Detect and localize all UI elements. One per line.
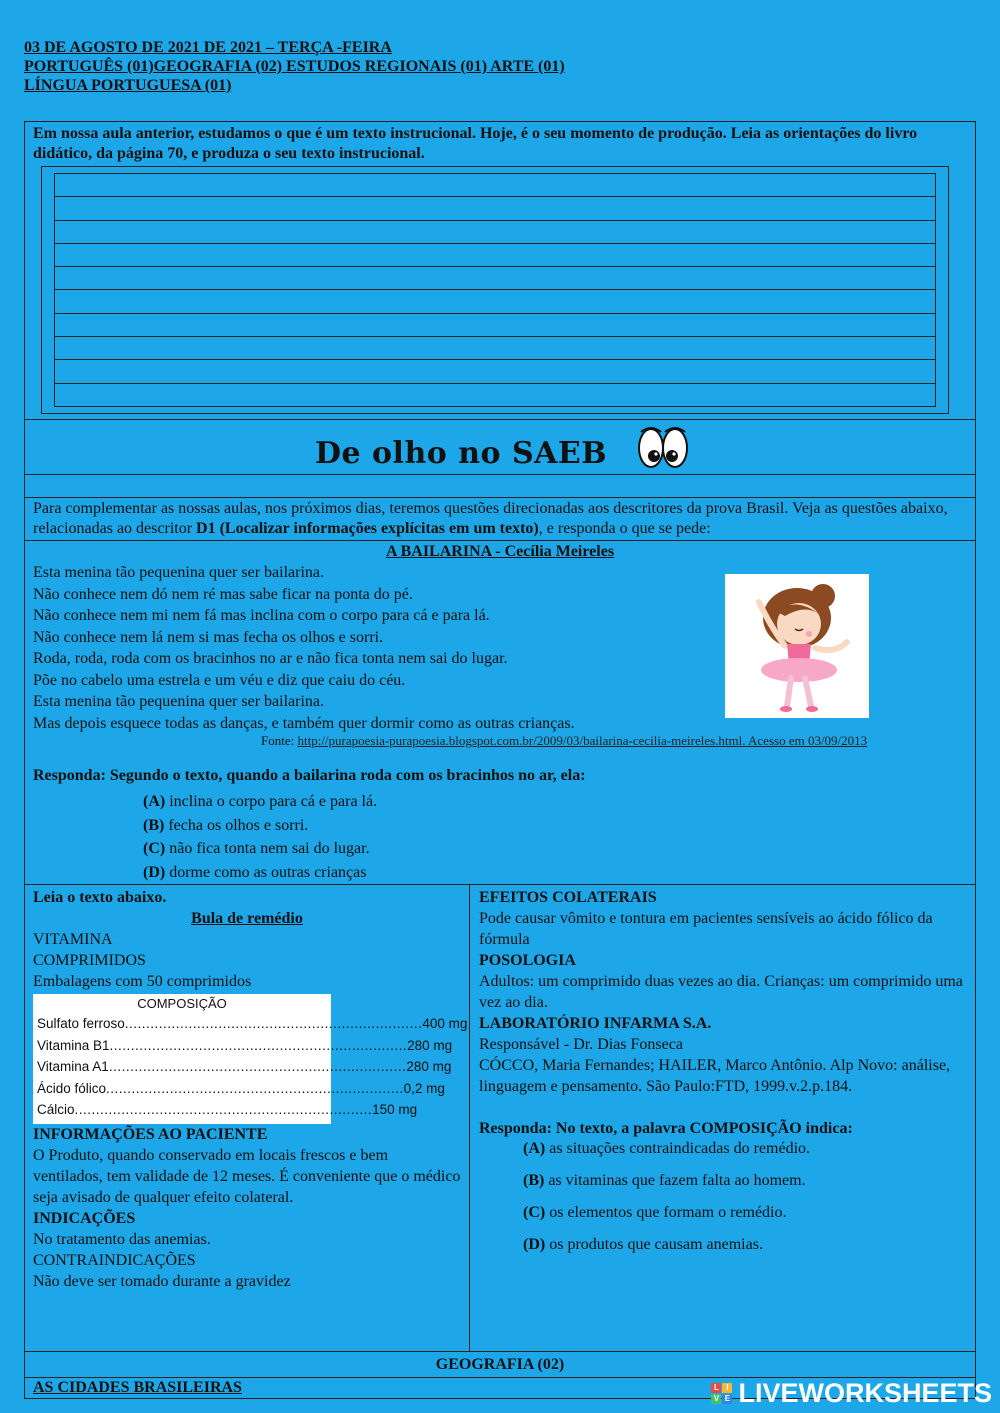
bula-left-column (25, 885, 470, 1351)
header-date: 03 DE AGOSTO DE 2021 DE 2021 – TERÇA -FEIRA (24, 39, 392, 56)
eyes-icon (637, 422, 689, 472)
side-effects-heading: EFEITOS COLATERAIS (479, 889, 657, 906)
saeb-title: De olho no SAEB (315, 436, 608, 471)
composition-row: Vitamina A1 ...................................................................... 280 mg (37, 1059, 452, 1074)
page-header (24, 38, 565, 95)
reference-text: CÓCCO, Maria Fernandes; HAILER, Marco Antônio. Alp Novo: análise, linguagem e pensamento. São Paulo:FTD, 1999.v.2.p.184. (479, 1057, 951, 1095)
writing-line[interactable] (55, 360, 935, 383)
dosage-text: Adultos: um comprimido duas vezes ao dia. Crianças: um comprimido uma vez ao dia. (479, 973, 963, 1011)
lab-heading: LABORATÓRIO INFARMA S.A. (479, 1015, 712, 1032)
composition-row: Ácido fólico ...................................................................... 0,2 mg (37, 1080, 445, 1096)
question2-prompt: Responda: No texto, a palavra COMPOSIÇÃO indica: (479, 1120, 853, 1137)
liveworksheets-watermark (711, 1378, 992, 1409)
bula-line: VITAMINA (33, 931, 113, 948)
header-subject-current: LÍNGUA PORTUGUESA (01) (24, 77, 232, 94)
geography-heading: GEOGRAFIA (02) (25, 1352, 975, 1378)
bula-right-column (471, 885, 975, 1351)
header-subjects: PORTUGUÊS (01)GEOGRAFIA (02) ESTUDOS REGIONAIS (01) ARTE (01) (24, 58, 565, 75)
poem-line: Não conhece nem mi nem fá mas inclina com o corpo para cá e para lá. (33, 607, 490, 624)
source-link[interactable]: http://purapoesia-purapoesia.blogspot.com.br/2009/03/bailarina-cecilia-meireles.html. Acesso em 03/09/2013 (297, 733, 868, 748)
question2-option-a[interactable]: (A) as situações contraindicadas do remédio. (523, 1140, 811, 1157)
bula-lead: Leia o texto abaixo. (33, 889, 167, 906)
geography-subtitle: AS CIDADES BRASILEIRAS (33, 1379, 242, 1396)
poem-line: Não conhece nem lá nem si mas fecha os olhos e sorri. (33, 628, 384, 646)
writing-line[interactable] (55, 197, 935, 220)
question1-option-d[interactable]: (D) dorme como as outras crianças (143, 863, 367, 881)
composition-title: COMPOSIÇÃO (137, 996, 227, 1011)
worksheet-frame (24, 121, 976, 1399)
writing-line[interactable] (55, 267, 935, 290)
poem-line: Esta menina tão pequenina quer ser bailarina. (33, 564, 324, 581)
source-label: Fonte: (261, 733, 298, 748)
writing-line[interactable] (55, 290, 935, 313)
question2-option-c[interactable]: (C) os elementos que formam o remédio. (523, 1204, 787, 1221)
contraindications-text: Não deve ser tomado durante a gravidez (33, 1273, 291, 1290)
indications-heading: INDICAÇÕES (33, 1210, 136, 1227)
writing-line[interactable] (55, 221, 935, 244)
question1-option-c[interactable]: (C) não fica tonta nem sai do lugar. (143, 840, 370, 857)
poem-title: A BAILARINA - Cecília Meireles (385, 543, 615, 560)
question1-prompt: Responda: Segundo o texto, quando a bailarina roda com os bracinhos no ar, ela: (33, 767, 586, 784)
contraindications-heading: CONTRAINDICAÇÕES (33, 1252, 196, 1269)
writing-line[interactable] (55, 384, 935, 407)
writing-line[interactable] (55, 337, 935, 360)
bula-section (25, 885, 975, 1352)
lab-responsible: Responsável - Dr. Dias Fonseca (479, 1036, 683, 1053)
indications-text: No tratamento das anemias. (33, 1231, 211, 1248)
writing-line[interactable] (55, 174, 935, 197)
ballerina-image (725, 574, 869, 718)
spacer-row (25, 475, 975, 498)
info-heading: INFORMAÇÕES AO PACIENTE (33, 1126, 268, 1143)
bula-line: COMPRIMIDOS (33, 952, 146, 969)
poem-line: Não conhece nem dó nem ré mas sabe ficar na ponta do pé. (33, 585, 413, 603)
question1-option-b[interactable]: (B) fecha os olhos e sorri. (143, 816, 309, 834)
live-badge-icon: L I V E (711, 1383, 732, 1404)
descriptor-d1: D1 (Localizar informações explícitas em um texto) (196, 520, 539, 537)
composition-row: Vitamina B1 ...................................................................... 280 mg (37, 1037, 453, 1053)
question2-option-d[interactable]: (D) os produtos que causam anemias. (523, 1236, 763, 1253)
question1-option-a[interactable]: (A) inclina o corpo para cá e para lá. (143, 793, 378, 810)
poem-source (261, 733, 867, 749)
composition-row: Cálcio ...................................................................... 150 mg (37, 1102, 418, 1117)
bula-title: Bula de remédio (191, 910, 303, 927)
complement-text: Para complementar as nossas aulas, nos próximos dias, teremos questões direcionadas aos descritores da prova Brasil. Veja as questões abaixo, relacionadas ao descritor (33, 500, 948, 537)
writing-line[interactable] (55, 314, 935, 337)
intro-text: Em nossa aula anterior, estudamos o que é um texto instrucional. Hoje, é o seu momento de produção. Leia as orientações do livro didático, da página 70, e produza o seu texto instrucional. (33, 125, 918, 162)
poem-line: Esta menina tão pequenina quer ser bailarina. (33, 693, 324, 710)
question2-options (479, 1133, 967, 1261)
poem-section (25, 541, 975, 885)
poem-line: Põe no cabelo uma estrela e um véu e diz que caiu do céu. (33, 671, 406, 689)
poem-line: Roda, roda, roda com os bracinhos no ar e não fica tonta nem sai do lugar. (33, 650, 508, 667)
question2-option-b[interactable]: (B) as vitaminas que fazem falta ao homem. (523, 1172, 806, 1189)
poem-line: Mas depois esquece todas as danças, e também quer dormir como as outras crianças. (33, 714, 575, 732)
question1-options (143, 790, 377, 884)
writing-lines[interactable] (54, 173, 936, 407)
saeb-section (25, 420, 975, 475)
writing-line[interactable] (55, 244, 935, 267)
bula-line: Embalagens com 50 comprimidos (33, 973, 252, 990)
composition-table (33, 994, 468, 1124)
info-text: O Produto, quando conservado em locais frescos e bem ventilados, tem validade de 12 meses. É conveniente que o médico seja avisado de qualquer efeito colateral. (33, 1147, 461, 1206)
side-effects-text: Pode causar vômito e tontura em pacientes sensíveis ao ácido fólico da fórmula (479, 910, 933, 948)
intro-section (25, 122, 975, 420)
complement-section (25, 498, 975, 541)
complement-text-end: , e responda o que se pede: (538, 520, 711, 537)
composition-row: Sulfato ferroso ...................................................................... 400 mg (37, 1016, 468, 1031)
writing-area (41, 166, 949, 414)
watermark-text: LIVEWORKSHEETS (738, 1378, 992, 1408)
dosage-heading: POSOLOGIA (479, 952, 576, 969)
